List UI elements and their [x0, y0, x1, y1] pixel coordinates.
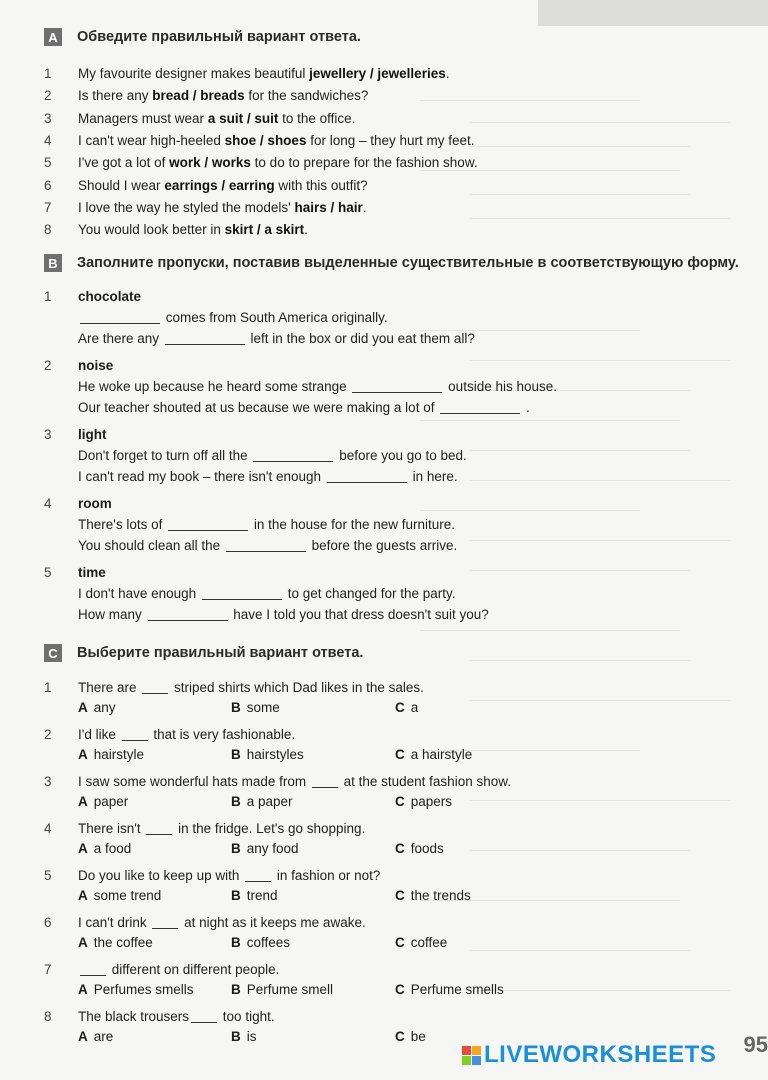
answer-blank[interactable] [122, 728, 148, 741]
option-letter: B [231, 841, 241, 856]
item-text: He woke up because he heard some strange outside his house. [78, 379, 557, 394]
item-number: 6 [44, 177, 52, 193]
bleed-line [470, 570, 690, 571]
item-text: Should I wear earrings / earring with this outfit? [78, 177, 368, 193]
bleed-line [470, 800, 730, 801]
option-a[interactable] [78, 700, 116, 715]
option-letter: B [231, 700, 241, 715]
exercise-b-keyword: light [78, 427, 107, 442]
item-number: 2 [44, 727, 52, 742]
option-b[interactable] [231, 747, 304, 762]
option-letter: A [78, 982, 88, 997]
answer-blank[interactable] [226, 539, 306, 552]
answer-options[interactable]: work / works [169, 155, 251, 171]
answer-blank[interactable] [253, 449, 333, 462]
item-number: 2 [44, 88, 52, 104]
option-text: the trends [410, 888, 471, 903]
option-letter: C [395, 794, 405, 809]
option-text: a hairstyle [410, 747, 473, 762]
bleed-line [470, 146, 690, 147]
item-text: comes from South America originally. [78, 310, 388, 325]
item-text: different on different people. [78, 962, 279, 977]
item-number: 1 [44, 680, 52, 695]
option-text: a [410, 700, 419, 715]
option-c[interactable] [395, 935, 447, 950]
item-text: Are there any left in the box or did you eat them all? [78, 331, 475, 346]
item-number: 3 [44, 427, 52, 442]
option-letter: C [395, 888, 405, 903]
option-text: some trend [93, 888, 162, 903]
item-number: 5 [44, 868, 52, 883]
option-text: be [410, 1029, 426, 1044]
answer-blank[interactable] [352, 380, 442, 393]
answer-blank[interactable] [191, 1010, 217, 1023]
option-letter: A [78, 888, 88, 903]
option-letter: B [231, 794, 241, 809]
logo-square [462, 1056, 471, 1065]
section-c-header [44, 643, 363, 663]
option-text: any [93, 700, 116, 715]
option-b[interactable] [231, 700, 280, 715]
item-number: 4 [44, 821, 52, 836]
option-b[interactable] [231, 935, 290, 950]
answer-blank[interactable] [312, 775, 338, 788]
option-b[interactable] [231, 888, 278, 903]
option-letter: A [78, 747, 88, 762]
option-letter: C [395, 982, 405, 997]
exercise-b-keyword: chocolate [78, 289, 142, 304]
page-number: 95 [743, 1032, 768, 1057]
bleed-line [420, 630, 680, 631]
bleed-line [470, 360, 730, 361]
option-b[interactable] [231, 1029, 257, 1044]
item-number: 2 [44, 358, 52, 373]
item-text: You should clean all the before the guests arrive. [78, 538, 458, 553]
option-letter: C [395, 747, 405, 762]
item-number: 8 [44, 1009, 52, 1024]
answer-blank[interactable] [202, 587, 282, 600]
bleed-line [470, 450, 690, 451]
item-text: Managers must wear a suit / suit to the office. [78, 110, 356, 126]
item-number: 5 [44, 155, 52, 171]
exercise-b-keyword: time [78, 565, 106, 580]
item-text: I can't wear high-heeled shoe / shoes for long – they hurt my feet. [78, 132, 475, 148]
option-letter: A [78, 700, 88, 715]
item-number: 5 [44, 565, 52, 580]
option-c[interactable] [395, 888, 471, 903]
section-b-badge: B [44, 254, 62, 272]
option-text: foods [410, 841, 444, 856]
option-a[interactable] [78, 1029, 113, 1044]
option-text: any food [246, 841, 299, 856]
bleed-line [420, 510, 640, 511]
answer-options[interactable]: a suit / suit [207, 110, 279, 126]
item-number: 1 [44, 66, 52, 81]
item-number: 1 [44, 289, 52, 304]
option-letter: A [78, 1029, 88, 1044]
option-b[interactable] [231, 794, 293, 809]
item-text: I'd like that is very fashionable. [78, 727, 296, 742]
answer-options[interactable]: bread / breads [152, 88, 245, 104]
option-c[interactable] [395, 747, 472, 762]
option-a[interactable] [78, 982, 194, 997]
option-text: are [93, 1029, 114, 1044]
logo-icon [462, 1046, 481, 1065]
unit-tab [538, 0, 768, 26]
option-text: Perfume smell [246, 982, 334, 997]
bleed-line [470, 540, 730, 541]
exercise-b-keyword: noise [78, 358, 114, 373]
bleed-line [470, 850, 690, 851]
item-text: There isn't in the fridge. Let's go shopping. [78, 821, 366, 836]
item-text: I don't have enough to get changed for the party. [78, 586, 456, 601]
bleed-line [470, 218, 730, 219]
item-text: I saw some wonderful hats made from at the student fashion show. [78, 774, 511, 789]
answer-blank[interactable] [245, 869, 271, 882]
option-c[interactable] [395, 700, 418, 715]
option-c[interactable] [395, 982, 504, 997]
answer-blank[interactable] [168, 518, 248, 531]
item-number: 4 [44, 132, 52, 148]
option-c[interactable] [395, 1029, 426, 1044]
item-number: 4 [44, 496, 52, 511]
answer-blank[interactable] [152, 916, 178, 929]
option-c[interactable] [395, 794, 452, 809]
option-text: a food [93, 841, 132, 856]
section-a-header [44, 27, 361, 47]
option-letter: C [395, 1029, 405, 1044]
bleed-line [470, 700, 730, 701]
item-text: You would look better in skirt / a skirt. [78, 222, 308, 238]
option-letter: B [231, 747, 241, 762]
option-c[interactable] [395, 841, 444, 856]
bleed-line [420, 100, 640, 101]
option-letter: A [78, 841, 88, 856]
answer-options[interactable]: earrings / earring [164, 177, 275, 193]
section-c-badge: C [44, 644, 62, 662]
item-text: The black trousers too tight. [78, 1009, 275, 1024]
item-number: 8 [44, 222, 52, 238]
item-number: 7 [44, 962, 52, 977]
option-letter: B [231, 982, 241, 997]
section-b-header [44, 253, 739, 273]
item-number: 7 [44, 199, 52, 215]
logo-square [472, 1056, 481, 1065]
option-text: hairstyles [246, 747, 304, 762]
option-text: trend [246, 888, 278, 903]
option-letter: B [231, 935, 241, 950]
option-b[interactable] [231, 982, 333, 997]
section-a-badge: A [44, 28, 62, 46]
answer-options[interactable]: shoe / shoes [224, 132, 307, 148]
option-letter: A [78, 935, 88, 950]
item-text: Do you like to keep up with in fashion or not? [78, 868, 381, 883]
answer-blank[interactable] [327, 470, 407, 483]
answer-options[interactable]: skirt / a skirt [224, 222, 305, 238]
logo-square [462, 1046, 471, 1055]
item-text: Our teacher shouted at us because we were making a lot of . [78, 400, 530, 415]
bleed-line [470, 660, 690, 661]
bleed-line [420, 420, 680, 421]
option-text: paper [93, 794, 129, 809]
option-letter: B [231, 1029, 241, 1044]
item-text: I've got a lot of work / works to do to prepare for the fashion show. [78, 155, 478, 171]
item-text: Is there any bread / breads for the sandwiches? [78, 88, 369, 104]
option-text: Perfume smells [410, 982, 504, 997]
answer-blank[interactable] [146, 822, 172, 835]
option-a[interactable] [78, 888, 161, 903]
logo-square [472, 1046, 481, 1055]
option-letter: C [395, 841, 405, 856]
option-text: some [246, 700, 280, 715]
section-b-title: Заполните пропуски, поставив выделенные существительные в соответствующую форму. [77, 255, 739, 271]
bleed-line [470, 122, 730, 123]
bleed-line [470, 480, 730, 481]
exercise-b-keyword: room [78, 496, 112, 511]
option-letter: A [78, 794, 88, 809]
bleed-line [470, 950, 690, 951]
item-text: I love the way he styled the models' hairs / hair. [78, 199, 367, 215]
bleed-line [470, 990, 730, 991]
item-text: Don't forget to turn off all the before you go to bed. [78, 448, 467, 463]
option-a[interactable] [78, 794, 128, 809]
item-text: How many have I told you that dress doesn't suit you? [78, 607, 489, 622]
option-text: coffee [410, 935, 448, 950]
section-c-title: Выберите правильный вариант ответа. [77, 645, 364, 661]
option-text: hairstyle [93, 747, 145, 762]
answer-blank[interactable] [142, 681, 168, 694]
option-text: a paper [246, 794, 293, 809]
option-text: is [246, 1029, 257, 1044]
item-text: I can't read my book – there isn't enough in here. [78, 469, 458, 484]
liveworksheets-logo[interactable] [462, 1041, 716, 1069]
answer-options[interactable]: hairs / hair [294, 199, 363, 215]
item-text: My favourite designer makes beautiful jewellery / jewelleries. [78, 66, 450, 81]
option-text: papers [410, 794, 453, 809]
section-a-title: Обведите правильный вариант ответа. [77, 29, 361, 45]
answer-blank[interactable] [148, 608, 228, 621]
item-number: 3 [44, 774, 52, 789]
item-text: There's lots of in the house for the new furniture. [78, 517, 455, 532]
answer-blank[interactable] [80, 963, 106, 976]
answer-options[interactable]: jewellery / jewelleries [309, 66, 446, 81]
option-a[interactable] [78, 841, 131, 856]
item-text: There are striped shirts which Dad likes in the sales. [78, 680, 424, 695]
answer-blank[interactable] [440, 401, 520, 414]
option-letter: C [395, 700, 405, 715]
item-text: I can't drink at night as it keeps me awake. [78, 915, 366, 930]
item-number: 3 [44, 110, 52, 126]
option-letter: B [231, 888, 241, 903]
option-text: coffees [246, 935, 291, 950]
option-letter: C [395, 935, 405, 950]
option-b[interactable] [231, 841, 299, 856]
option-text: the coffee [93, 935, 153, 950]
item-number: 6 [44, 915, 52, 930]
logo-text: LIVEWORKSHEETS [484, 1041, 717, 1068]
bleed-line [470, 194, 690, 195]
answer-blank[interactable] [80, 311, 160, 324]
option-a[interactable] [78, 747, 144, 762]
option-a[interactable] [78, 935, 153, 950]
answer-blank[interactable] [165, 332, 245, 345]
option-text: Perfumes smells [93, 982, 194, 997]
